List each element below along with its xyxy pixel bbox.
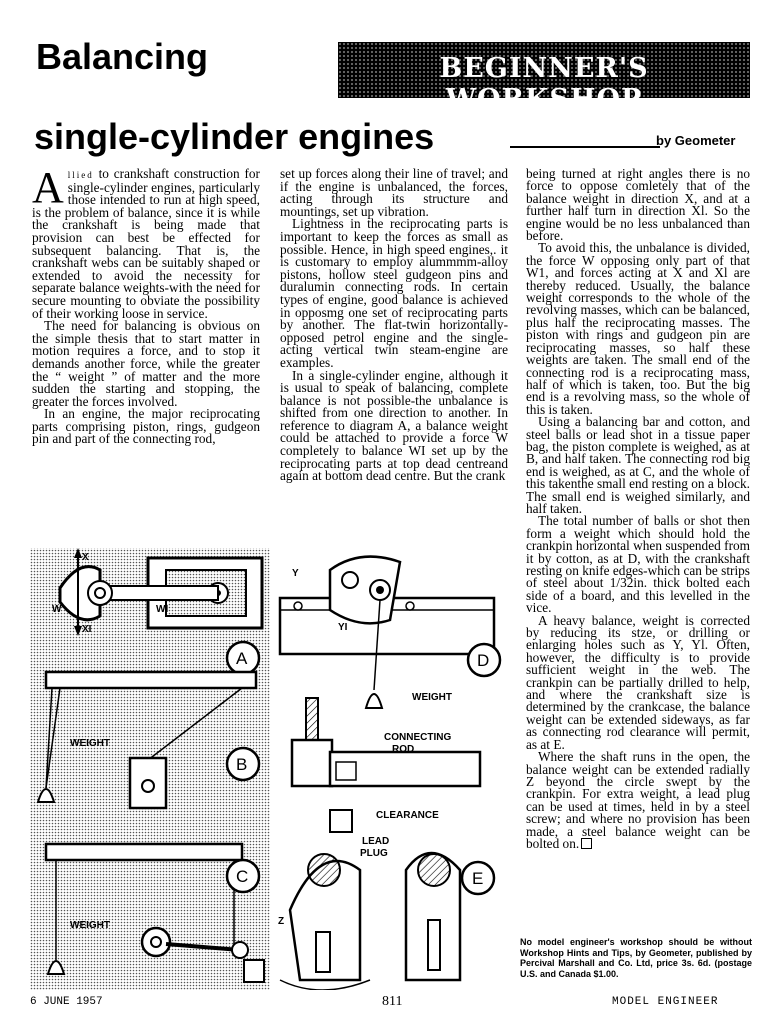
fig-label-rod: ROD [392,744,415,755]
small-caps-lead: llied [67,170,94,180]
fig-label-connecting: CONNECTING [384,732,452,743]
paragraph-text: to crankshaft construction for single-cylinder engines, particularly those intended to run at high speed, is the problem of balance, since it is while the crankshaft is being made that provision can best be effected for subsequent balancing. That is, the crankshaft webs can be suitably shaped or extended to avoid the necessity for separate balance weights-with the need for secure mounting to obviate the possibility of their working loose in service. [32,166,260,321]
paragraph: being turned at right angles there is no force to oppose comletely that of the balance weight in direction X, and at a further half turn in direction Xl. So the engine would be no less unbalanced than before. [526,166,750,244]
fig-label-x: X [82,552,89,563]
paragraph: A heavy balance, weight is corrected by reducing its stze, or drilling or enlarging holes such as Y, Yl. Often, however, the difficulty is to provide sufficient weight in the web. The crankpin can be partially drilled to help, and where the crankshaft size is determined by the crankcase, the balance weight can be extended sideways, as far as connecting rod clearance will permit, as at E. [526,612,750,752]
title-line-2: single-cylinder engines [34,116,435,157]
fig-label-weight-c: WEIGHT [70,920,110,931]
column-1 [32,163,260,447]
title-line-1: Balancing [36,36,209,77]
diagram-d [280,557,500,708]
paragraph: set up forces along their line of travel; and if the engine is unbalanced, the forces, acting through its structure and mountings, set up vibration. [280,166,508,219]
paragraph: To avoid this, the unbalance is divided, the force W opposing only part of that W1, and forces acting at X and Xl are thereby reduced. Usually, the balance weight corresponds to the whole of the revolving masses, which can be balanced, plus half the reciprocating masses. The piston with rings and gudgeon pin are reciprocating masses, so half these weights are taken. The small end of the connecting rod is a reciprocating mass, half of which is taken, too. But the big end is a revolving mass, so the whole of this is taken. [526,240,750,417]
diagram-e-end [280,853,494,990]
series-banner-text: BEGINNER'S WORKSHOP [439,53,649,115]
drop-cap: A [32,163,64,212]
end-mark-icon [581,838,592,849]
column-2 [280,168,508,483]
fig-label-y1: YI [338,622,348,633]
fig-label-weight-b: WEIGHT [70,738,110,749]
fig-label-w: W [52,604,62,615]
paragraph [32,163,260,321]
paragraph: Lightness in the reciprocating parts is important to keep the forces as small as possible. Hence, in high speed engines,. it is customary to employ alummmm-alloy pistons, hollow steel gudgeon pins and duralumin connecting rods. In certain types of engine, good balance is achieved in opposmg one set of reciprocating parts by another. The flat-twin horizontally-opposed petrol engine and the single-acting vertical twin steam-engine are examples. [280,216,508,370]
fig-label-c: C [236,867,249,886]
footer-date: 6 JUNE 1957 [30,996,103,1008]
paragraph: The total number of balls or shot then form a weight which should hold the crankpin horizontal when suspended from it by cotton, as at D, with the crankshaft resting on knife edges-which can be strips of steel about 1/32in. thick bolted each side of a board, and this levelled in the vice. [526,513,750,616]
fig-label-z: Z [278,916,285,927]
book-advert-note: No model engineer's workshop should be without Workshop Hints and Tips, by Geometer, published by Percival Marshall and Co. Ltd, price 3s. 6d. (postage U.S. and Canada $1.00. [520,937,752,979]
paragraph: Using a balancing bar and cotton, and steel balls or lead shot in a tissue paper bag, the piston complete is weighed, as at B, and half taken. The connecting rod big end is weighed, as at C, and the whole of this takenthe small end resting on a block. The small end is weighed similarly, and half taken. [526,414,750,516]
fig-label-x1: XI [82,624,92,635]
series-banner [338,42,750,115]
fig-label-y: Y [292,568,299,579]
byline: by Geometer [656,133,736,148]
fig-label-a: A [236,649,248,668]
page-number: 811 [382,994,403,1009]
fig-label-lead: LEAD [362,836,390,847]
paragraph: In a single-cylinder engine, although it is usual to speak of balancing, complete balance is not possible-the unbalance is shifted from one direction to another. In reference to diagram A, a balance weight could be attached to provide a force W completely to balance WI set up by the reciprocating parts at top dead centreand again at bottom dead centre. But the crank [280,367,508,484]
balancing-diagrams [30,540,504,990]
paragraph [526,751,750,850]
column-3 [526,168,750,850]
byline-rule [510,146,660,148]
fig-label-weight-d: WEIGHT [412,692,452,703]
fig-label-e: E [472,869,484,888]
fig-label-clearance: CLEARANCE [376,810,439,821]
magazine-name: MODEL ENGINEER [612,996,719,1008]
fig-label-b: B [236,755,248,774]
fig-label-w1: WI [156,604,169,615]
fig-label-d: D [477,651,490,670]
fig-label-plug: PLUG [360,848,388,859]
paragraph: In an engine, the major reciprocating parts comprising piston, rings, gudgeon pin and part of the connecting rod, [32,406,260,447]
paragraph-text: Where the shaft runs in the open, the balance weight can be extended radially Z beyond the circle swept by the crankpin. For extra weight, a lead plug can be used at times, held in by a steel screw; and where no provision has been made, a steel balance weight can be bolted on. [526,749,750,851]
paragraph: The need for balancing is obvious on the simple thesis that to start matter in motion requires a force, and to stop it demands another force, while the greater the “ weight ” of matter and the more sudden the starting and stopping, the greater the forces involved. [32,318,260,409]
